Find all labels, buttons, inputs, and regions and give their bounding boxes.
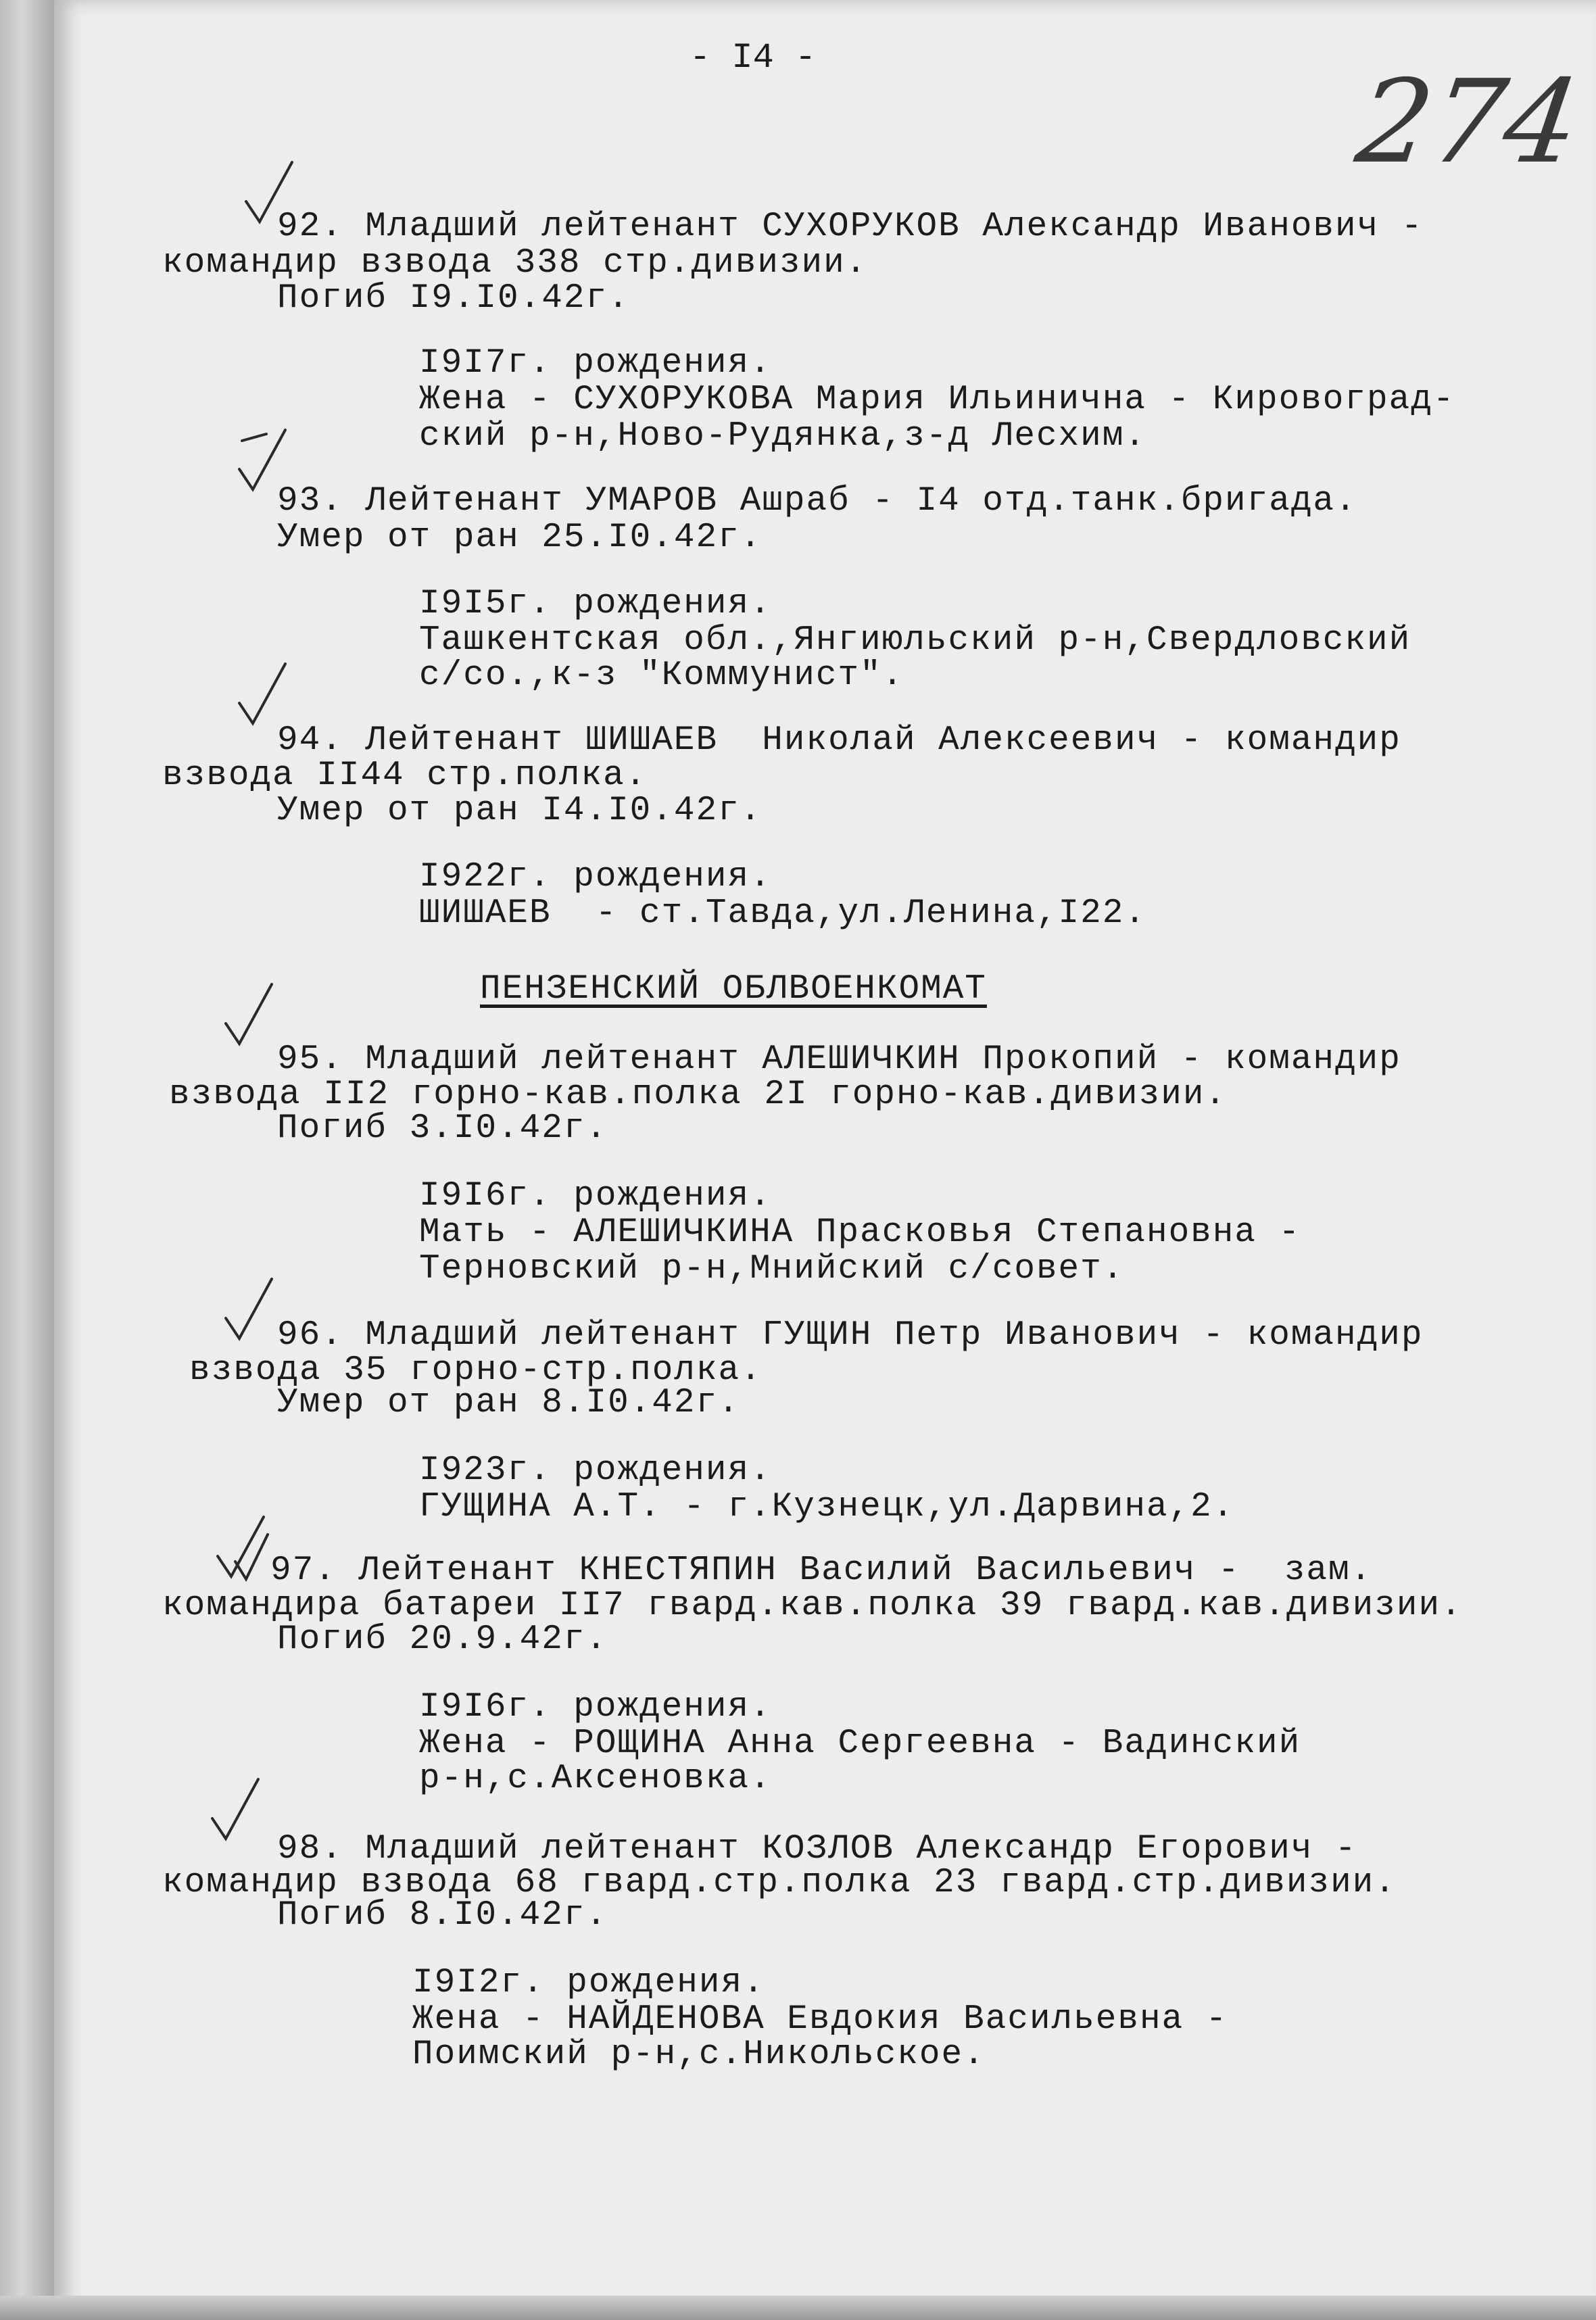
entry-98-line-3: Погиб 8.I0.42г.: [277, 1896, 608, 1935]
entry-97-line-4: I9I6г. рождения.: [419, 1688, 772, 1726]
entry-94-line-2: взвода II44 стр.полка.: [162, 756, 648, 795]
entry-97-line-3: Погиб 20.9.42г.: [277, 1620, 608, 1659]
entry-94-line-4: I922г. рождения.: [419, 858, 772, 896]
entry-94-line-3: Умер от ран I4.I0.42г.: [277, 792, 763, 830]
entry-98-line-5: Жена - НАЙДЕНОВА Евдокия Васильевна -: [412, 2000, 1228, 2039]
entry-96-line-2: взвода 35 горно-стр.полка.: [189, 1351, 763, 1390]
entry-92-line-1: 92. Младший лейтенант СУХОРУКОВ Александр Иванович -: [277, 208, 1424, 246]
entry-97-line-5: Жена - РОЩИНА Анна Сергеевна - Вадинский: [419, 1724, 1301, 1763]
entry-94-line-5: ШИШАЕВ - ст.Тавда,ул.Ленина,I22.: [419, 894, 1146, 933]
entry-93-line-2: Умер от ран 25.I0.42г.: [277, 518, 763, 557]
entry-92-line-5: Жена - СУХОРУКОВА Мария Ильинична - Кировоград-: [419, 381, 1455, 419]
entry-97-line-6: р-н,с.Аксеновка.: [419, 1760, 772, 1798]
entry-95-line-6: Терновский р-н,Мнийский с/совет.: [419, 1250, 1125, 1288]
entry-98-line-4: I9I2г. рождения.: [412, 1964, 765, 2002]
entry-94-line-1: 94. Лейтенант ШИШАЕВ Николай Алексеевич - командир: [277, 721, 1401, 760]
entry-96-line-1: 96. Младший лейтенант ГУЩИН Петр Иванович - командир: [277, 1316, 1424, 1355]
entry-92-line-3: Погиб I9.I0.42г.: [277, 279, 630, 318]
handwritten-folio-number: 274: [1349, 55, 1588, 189]
document-page: [54, 0, 1596, 2320]
page-bottom-edge: [0, 2296, 1596, 2320]
entry-95-line-5: Мать - АЛЕШИЧКИНА Прасковья Степановна -: [419, 1213, 1301, 1252]
binding-edge: [0, 0, 54, 2320]
entry-95-line-1: 95. Младший лейтенант АЛЕШИЧКИН Прокопий - командир: [277, 1040, 1401, 1079]
entry-96-line-5: ГУЩИНА А.Т. - г.Кузнецк,ул.Дарвина,2.: [419, 1488, 1235, 1526]
entry-97-line-1: 97. Лейтенант КНЕСТЯПИН Василий Васильевич - зам.: [270, 1551, 1373, 1590]
entry-96-line-3: Умер от ран 8.I0.42г.: [277, 1384, 740, 1422]
entry-92-line-4: I9I7г. рождения.: [419, 344, 772, 383]
entry-93-line-1: 93. Лейтенант УМАРОВ Ашраб - I4 отд.танк.бригада.: [277, 482, 1357, 521]
page-number: - I4 -: [690, 38, 817, 78]
entry-93-line-3: I9I5г. рождения.: [419, 585, 772, 623]
entry-92-line-6: ский р-н,Ново-Рудянка,з-д Лесхим.: [419, 417, 1146, 456]
entry-92-line-2: командир взвода 338 стр.дивизии.: [162, 244, 868, 283]
entry-98-line-2: командир взвода 68 гвард.стр.полка 23 гвард.стр.дивизии.: [162, 1864, 1397, 1902]
entry-93-line-4: Ташкентская обл.,Янгиюльский р-н,Свердловский: [419, 621, 1411, 660]
entry-93-line-5: с/со.,к-з "Коммунист".: [419, 656, 904, 695]
entry-98-line-1: 98. Младший лейтенант КОЗЛОВ Александр Егорович -: [277, 1830, 1357, 1868]
entry-96-line-4: I923г. рождения.: [419, 1451, 772, 1490]
entry-98-line-6: Поимский р-н,с.Никольское.: [412, 2035, 986, 2074]
entry-95-line-3: Погиб 3.I0.42г.: [277, 1109, 608, 1148]
entry-95-line-2: взвода II2 горно-кав.полка 2I горно-кав.дивизии.: [169, 1076, 1228, 1114]
entry-97-line-2: командира батареи II7 гвард.кав.полка 39 гвард.кав.дивизии.: [162, 1587, 1463, 1625]
section-heading: ПЕНЗЕНСКИЙ ОБЛВОЕНКОМАТ: [480, 970, 987, 1009]
entry-95-line-4: I9I6г. рождения.: [419, 1177, 772, 1215]
